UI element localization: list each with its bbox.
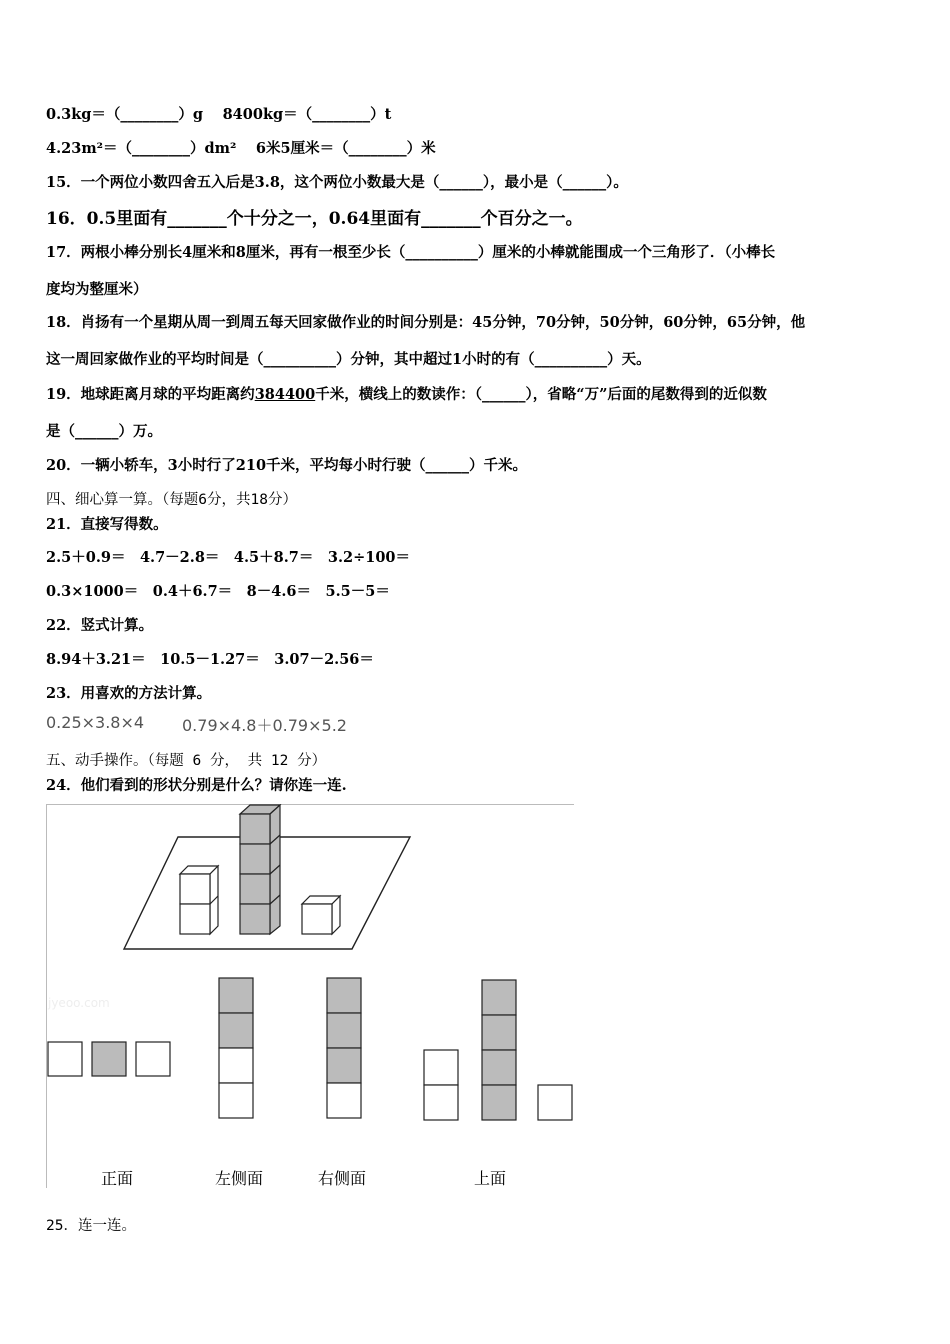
views-figure: [46, 804, 574, 1188]
question-18-line-1: 18．肖扬有一个星期从周一到周五每天回家做作业的时间分别是：45分钟，70分钟，50分钟，60分钟，65分钟，他: [46, 314, 806, 331]
section-4-heading: 四、细心算一算。（每题6分，共18分）: [46, 492, 297, 508]
question-20: 20．一辆小轿车，3小时行了210千米，平均每小时行驶（______）千米。: [46, 457, 528, 474]
question-22-row: 8.94＋3.21＝ 10.5－1.27＝ 3.07－2.56＝: [46, 651, 374, 668]
question-19-number: 384400: [254, 386, 316, 403]
option-left-column: [219, 978, 253, 1118]
unit-conversion-line-2: 4.23m²＝（________）dm² 6米5厘米＝（________）米: [46, 140, 436, 157]
section-5-heading: 五、动手操作。（每题 6 分， 共 12 分）: [46, 753, 327, 769]
watermark: jyeoo.com: [48, 996, 110, 1010]
right-cube: [302, 896, 340, 934]
question-19-line-1: [46, 383, 767, 404]
question-17-line-1: 17．两根小棒分别长4厘米和8厘米，再有一根至少长（__________）厘米的小棒就能围成一个三角形了．（小棒长: [46, 244, 776, 261]
question-21-row-2: 0.3×1000＝ 0.4＋6.7＝ 8－4.6＝ 5.5－5＝: [46, 583, 390, 600]
middle-cube-stack: [240, 805, 280, 934]
left-cube-stack: [180, 866, 218, 934]
question-19-line-2: 是（______）万。: [46, 423, 162, 440]
question-15: 15．一个两位小数四舍五入后是3.8，这个两位小数最大是（______），最小是（______）。: [46, 174, 628, 191]
option-right-column: [327, 978, 361, 1118]
question-17-line-2: 度均为整厘米）: [46, 281, 148, 298]
unit-conversion-line-1: 0.3kg＝（________）g 8400kg＝（________）t: [46, 106, 392, 123]
question-19-suffix: 千米，横线上的数读作：（______），省略“万”后面的尾数得到的近似数: [315, 386, 767, 403]
question-21-row-1: 2.5＋0.9＝ 4.7－2.8＝ 4.5＋8.7＝ 3.2÷100＝: [46, 549, 411, 566]
option-top-group: [424, 980, 572, 1120]
label-top: 上面: [474, 1169, 507, 1188]
question-16: 16．0.5里面有_______个十分之一，0.64里面有_______个百分之一。: [46, 209, 583, 229]
question-18-line-2: 这一周回家做作业的平均时间是（__________）分钟，其中超过1小时的有（__________）天。: [46, 351, 651, 368]
question-19-prefix: 19．地球距离月球的平均距离约: [46, 386, 255, 403]
question-21: 21．直接写得数。: [46, 516, 168, 533]
question-23-expression-1: 0.25×3.8×4: [46, 713, 145, 732]
label-left-side: 左侧面: [215, 1169, 264, 1188]
question-22: 22．竖式计算。: [46, 617, 154, 634]
label-front: 正面: [101, 1169, 134, 1188]
question-23-expression-2: 0.79×4.8＋0.79×5.2: [182, 716, 347, 735]
question-25: 25．连一连。: [46, 1218, 136, 1234]
option-front-row: [48, 1042, 170, 1076]
question-24: 24．他们看到的形状分别是什么？请你连一连.: [46, 777, 347, 794]
label-right-side: 右侧面: [318, 1169, 367, 1188]
question-23: 23．用喜欢的方法计算。: [46, 685, 212, 702]
